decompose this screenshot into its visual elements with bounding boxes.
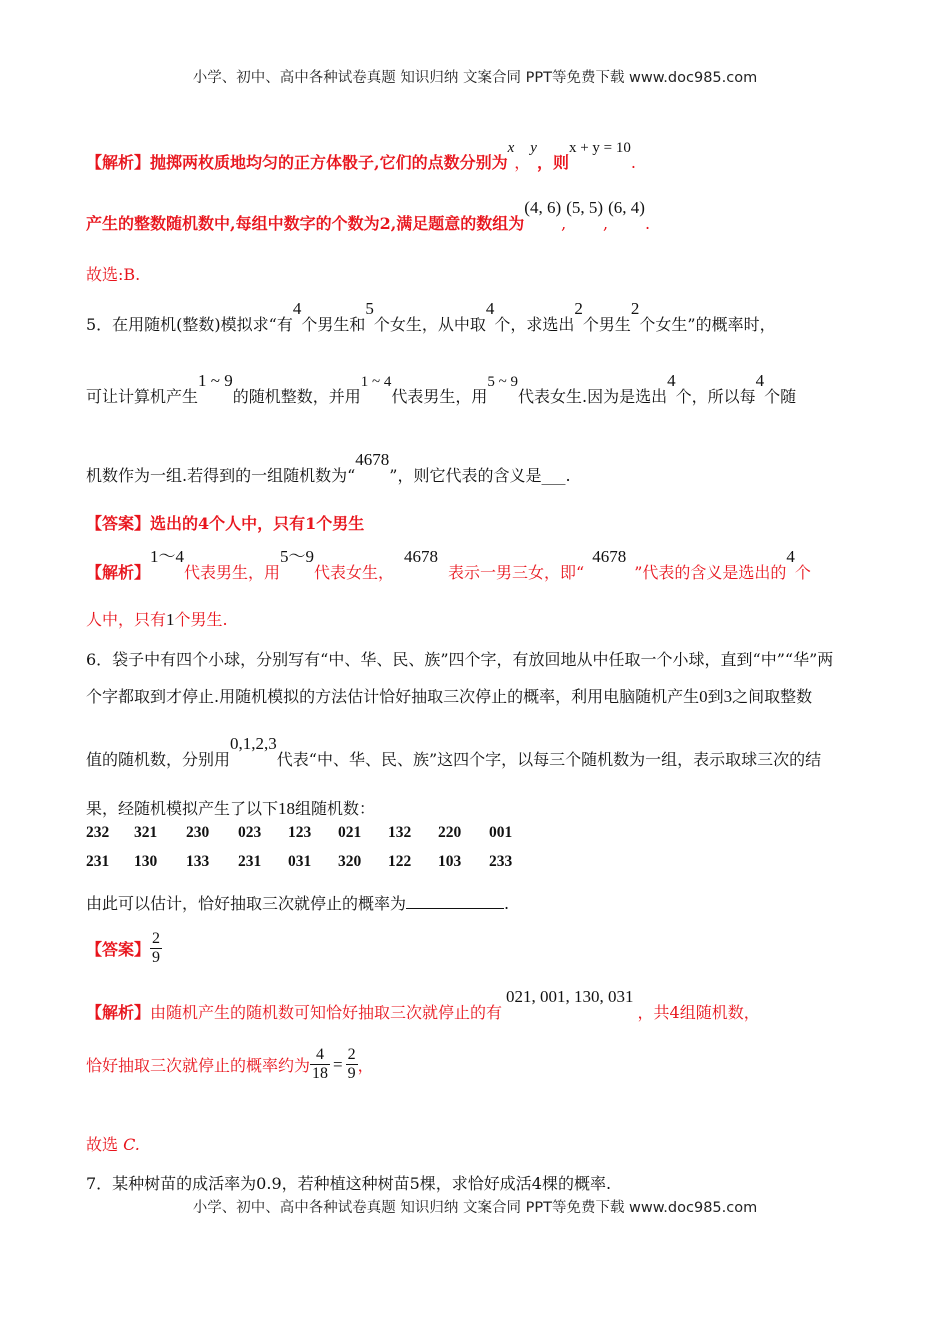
answer-fraction: $\frac{2}{9}$ <box>152 930 161 966</box>
random-number: 001 <box>489 824 513 841</box>
q5-stem-line-1: 5．在用随机(整数)模拟求“有4个男生和5个女生，从中取4个，求选出2个男生2个女生”的概率时， <box>86 299 776 334</box>
random-number: 321 <box>134 824 158 841</box>
random-number: 220 <box>438 824 462 841</box>
page-header: 小学、初中、高中各种试卷真题 知识归纳 文案合同 PPT等免费下载 www.doc985.com <box>192 70 758 86</box>
random-number: 320 <box>338 853 362 870</box>
random-number: 021 <box>338 824 362 841</box>
q6-question-line: 由此可以估计，恰好抽取三次就停止的概率为 . <box>86 894 510 913</box>
random-number: 133 <box>186 853 210 870</box>
q6-stem-line-4: 果，经随机模拟产生了以下18组随机数： <box>86 799 376 818</box>
q5-stem-line-2: 可让计算机产生1 ~ 9的随机整数，并用1 ~ 4代表男生，用5 ~ 9代表女生.因为是选出4个，所以每4个随 <box>86 371 797 406</box>
random-number: 230 <box>186 824 210 841</box>
random-number: 123 <box>288 824 312 841</box>
q4-analysis-line-2: 产生的整数随机数中,每组中数字的个数为2,满足题意的数组为(4, 6),(5, 5),(6, 4). <box>86 198 651 233</box>
random-number: 231 <box>86 853 110 870</box>
random-number: 130 <box>134 853 158 870</box>
q6-analysis-line-2: 恰好抽取三次就停止的概率约为 $\frac{4}{18}$ = $\frac{2}{9}$ ， <box>86 1046 374 1082</box>
q5-answer: 【答案】选出的4个人中，只有1个男生 <box>86 514 365 533</box>
q6-choice: 故选 C. <box>86 1135 140 1154</box>
q6-answer: 【答案】 $\frac{2}{9}$ <box>86 930 161 966</box>
random-number: 031 <box>288 853 312 870</box>
random-number: 232 <box>86 824 110 841</box>
q5-analysis-line-2: 人中，只有1个男生. <box>86 610 228 629</box>
q4-analysis-line: 【解析】抛掷两枚质地均匀的正方体骰子,它们的点数分别为x，y，则x + y = 10. <box>86 140 636 172</box>
analysis-tag: 【解析】 <box>86 153 151 172</box>
q6-stem-line-1: 6．袋子中有四个小球，分别写有“中、华、民、族”四个字，有放回地从中任取一个小球，直到“中”“华”两 <box>86 650 834 669</box>
q6-stem-line-3: 值的随机数，分别用0,1,2,3代表“中、华、民、族”这四个字，以每三个随机数为一组，表示取球三次的结 <box>86 734 822 769</box>
page-footer: 小学、初中、高中各种试卷真题 知识归纳 文案合同 PPT等免费下载 www.doc985.com <box>192 1200 758 1216</box>
random-number: 122 <box>388 853 412 870</box>
equation: x + y = 10 <box>568 140 631 156</box>
random-number: 233 <box>489 853 513 870</box>
q7-stem: 7．某种树苗的成活率为0.9，若种植这种树苗5棵，求恰好成活4棵的概率. <box>86 1174 612 1193</box>
random-number: 103 <box>438 853 462 870</box>
q5-analysis-line-1: 【解析】1～4代表男生，用5～9代表女生，4678表示一男三女，即“4678”代表的含义是选出的4个 <box>86 547 811 582</box>
random-number: 023 <box>238 824 262 841</box>
q5-stem-line-3: 机数作为一组.若得到的一组随机数为“4678”，则它代表的含义是___. <box>86 450 571 485</box>
q6-stem-line-2: 个字都取到才停止.用随机模拟的方法估计恰好抽取三次停止的概率，利用电脑随机产生0到3之间取整数 <box>86 687 813 706</box>
random-number: 132 <box>388 824 412 841</box>
answer-blank <box>406 894 504 909</box>
random-number: 231 <box>238 853 262 870</box>
q6-analysis-line-1: 【解析】由随机产生的随机数可知恰好抽取三次就停止的有021, 001, 130, 031，共4组随机数， <box>86 987 760 1022</box>
q4-choice: 故选:B. <box>86 265 141 284</box>
